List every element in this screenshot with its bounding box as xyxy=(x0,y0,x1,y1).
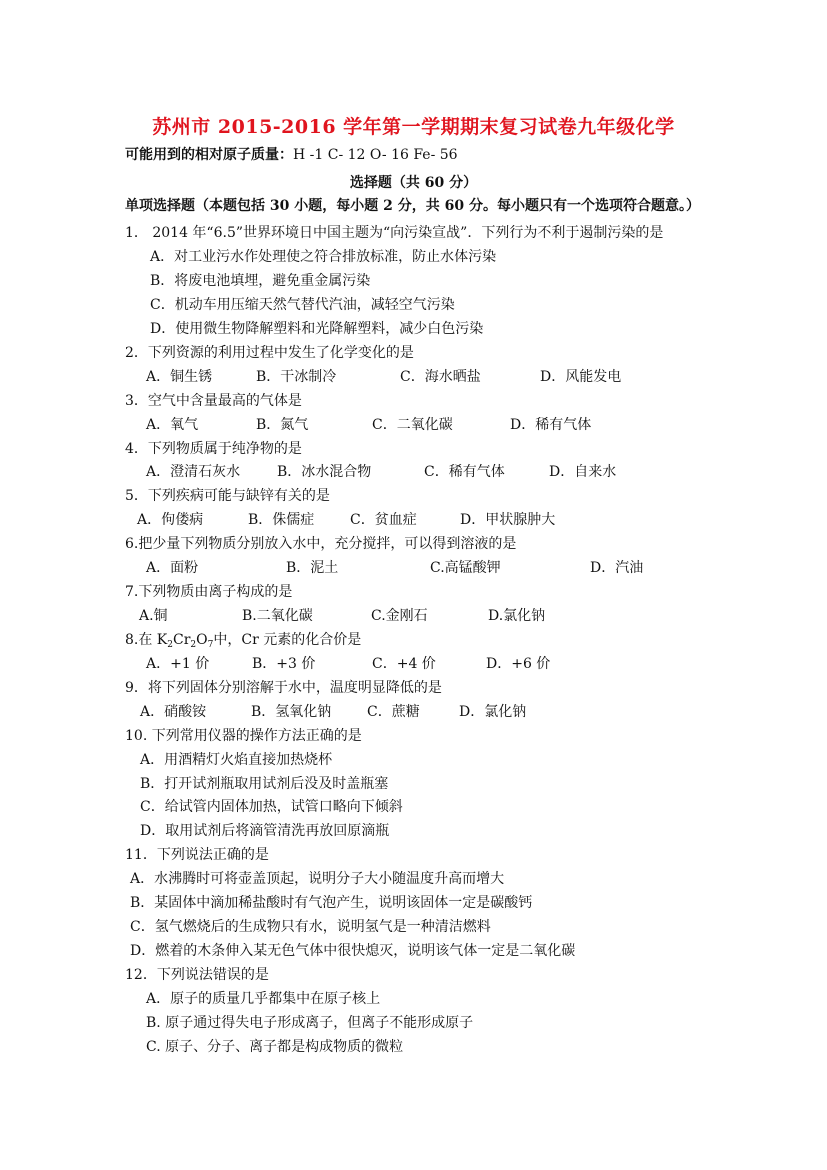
stem-text: 中，Cr 元素的化合价是 xyxy=(213,632,362,648)
question-option: B．侏儒症 xyxy=(248,512,315,528)
question-stem: 11．下列说法正确的是 xyxy=(125,847,269,863)
question-option: D．+6 价 xyxy=(486,656,551,672)
question-option: A．澄清石灰水 xyxy=(146,464,241,480)
question-option: C．海水晒盐 xyxy=(400,369,481,385)
question-option: A．对工业污水作处理使之符合排放标准，防止水体污染 xyxy=(150,249,497,265)
question-option: B．氮气 xyxy=(256,417,309,433)
question-option: A．原子的质量几乎都集中在原子核上 xyxy=(146,991,381,1007)
question-option: C．氢气燃烧后的生成物只有水，说明氢气是一种清洁燃料 xyxy=(130,919,491,935)
question-option: C.高锰酸钾 xyxy=(430,560,501,576)
question-option: D．稀有气体 xyxy=(510,417,592,433)
question-option: A．佝偻病 xyxy=(137,512,204,528)
question-option: B. 原子通过得失电子形成离子，但离子不能形成原子 xyxy=(146,1015,474,1031)
question-option: D．自来水 xyxy=(549,464,617,480)
subscript: 2 xyxy=(190,640,197,650)
question-option: C．给试管内固体加热，试管口略向下倾斜 xyxy=(140,799,403,815)
question-option: D．燃着的木条伸入某无色气体中很快熄灭，说明该气体一定是二氧化碳 xyxy=(130,943,576,959)
question-option: D.氯化钠 xyxy=(488,608,546,624)
question-option: A．铜生锈 xyxy=(146,369,213,385)
question-option: B.二氧化碳 xyxy=(242,608,313,624)
question-option: B．冰水混合物 xyxy=(277,464,372,480)
question-option: D．甲状腺肿大 xyxy=(460,512,556,528)
exam-title: 苏州市 2015-2016 学年第一学期期末复习试卷九年级化学 xyxy=(152,116,675,138)
subscript: 2 xyxy=(167,640,174,650)
question-option: B．+3 价 xyxy=(252,656,316,672)
question-stem: 9．将下列固体分别溶解于水中，温度明显降低的是 xyxy=(125,680,442,696)
question-stem: 12．下列说法错误的是 xyxy=(125,967,269,983)
question-stem xyxy=(125,631,361,649)
question-option: C．二氧化碳 xyxy=(372,417,453,433)
question-option: B．将废电池填埋，避免重金属污染 xyxy=(150,273,371,289)
question-option: D．风能发电 xyxy=(540,369,622,385)
question-option: A．氧气 xyxy=(146,417,199,433)
question-option: A．硝酸铵 xyxy=(140,704,207,720)
question-stem: 4．下列物质属于纯净物的是 xyxy=(125,441,302,457)
question-option: D．氯化钠 xyxy=(459,704,527,720)
question-option: A．面粉 xyxy=(146,560,199,576)
atomic-mass-label: 可能用到的相对原子质量： xyxy=(125,147,293,163)
question-option: A．水沸腾时可将壶盖顶起，说明分子大小随温度升高而增大 xyxy=(130,871,505,887)
question-stem: 1． 2014 年“6.5”世界环境日中国主题为“向污染宣战”．下列行为不利于遏制污染的是 xyxy=(125,225,664,241)
question-option: C．稀有气体 xyxy=(424,464,505,480)
question-option: B．干冰制冷 xyxy=(256,369,337,385)
question-option: B．打开试剂瓶取用试剂后没及时盖瓶塞 xyxy=(140,776,389,792)
stem-text: Cr xyxy=(173,632,191,648)
question-stem: 2．下列资源的利用过程中发生了化学变化的是 xyxy=(125,345,414,361)
question-option: D．汽油 xyxy=(590,560,644,576)
section-title: 选择题（共 60 分） xyxy=(349,175,478,191)
question-option: B．某固体中滴加稀盐酸时有气泡产生，说明该固体一定是碳酸钙 xyxy=(130,895,533,911)
question-option: A．用酒精灯火焰直接加热烧杯 xyxy=(140,752,333,768)
question-stem: 7.下列物质由离子构成的是 xyxy=(125,584,293,600)
question-stem: 5．下列疾病可能与缺锌有关的是 xyxy=(125,488,330,504)
question-option: C．贫血症 xyxy=(350,512,417,528)
question-option: B．氢氧化钠 xyxy=(251,704,332,720)
atomic-mass-line xyxy=(125,146,458,164)
question-option: C．+4 价 xyxy=(372,656,436,672)
stem-text: O xyxy=(196,632,208,648)
subscript: 7 xyxy=(207,640,214,650)
question-stem: 6.把少量下列物质分别放入水中，充分搅拌，可以得到溶液的是 xyxy=(125,536,517,552)
question-option: D．使用微生物降解塑料和光降解塑料，减少白色污染 xyxy=(150,321,484,337)
question-option: C．蔗糖 xyxy=(367,704,420,720)
question-option: C. 原子、分子、离子都是构成物质的微粒 xyxy=(146,1039,404,1055)
atomic-mass-values: H -1 C- 12 O- 16 Fe- 56 xyxy=(293,147,458,163)
question-option: A．+1 价 xyxy=(146,656,210,672)
question-stem: 3．空气中含量最高的气体是 xyxy=(125,393,302,409)
question-option: B．泥土 xyxy=(286,560,339,576)
section-description: 单项选择题（本题包括 30 小题，每小题 2 分，共 60 分。每小题只有一个选项符合题意。） xyxy=(125,198,700,214)
stem-text: 8.在 K xyxy=(125,632,168,648)
question-stem: 10. 下列常用仪器的操作方法正确的是 xyxy=(125,728,362,744)
question-option: D．取用试剂后将滴管清洗再放回原滴瓶 xyxy=(140,823,390,839)
question-option: A.铜 xyxy=(139,608,168,624)
question-option: C.金刚石 xyxy=(371,608,428,624)
question-option: C．机动车用压缩天然气替代汽油，减轻空气污染 xyxy=(150,297,455,313)
